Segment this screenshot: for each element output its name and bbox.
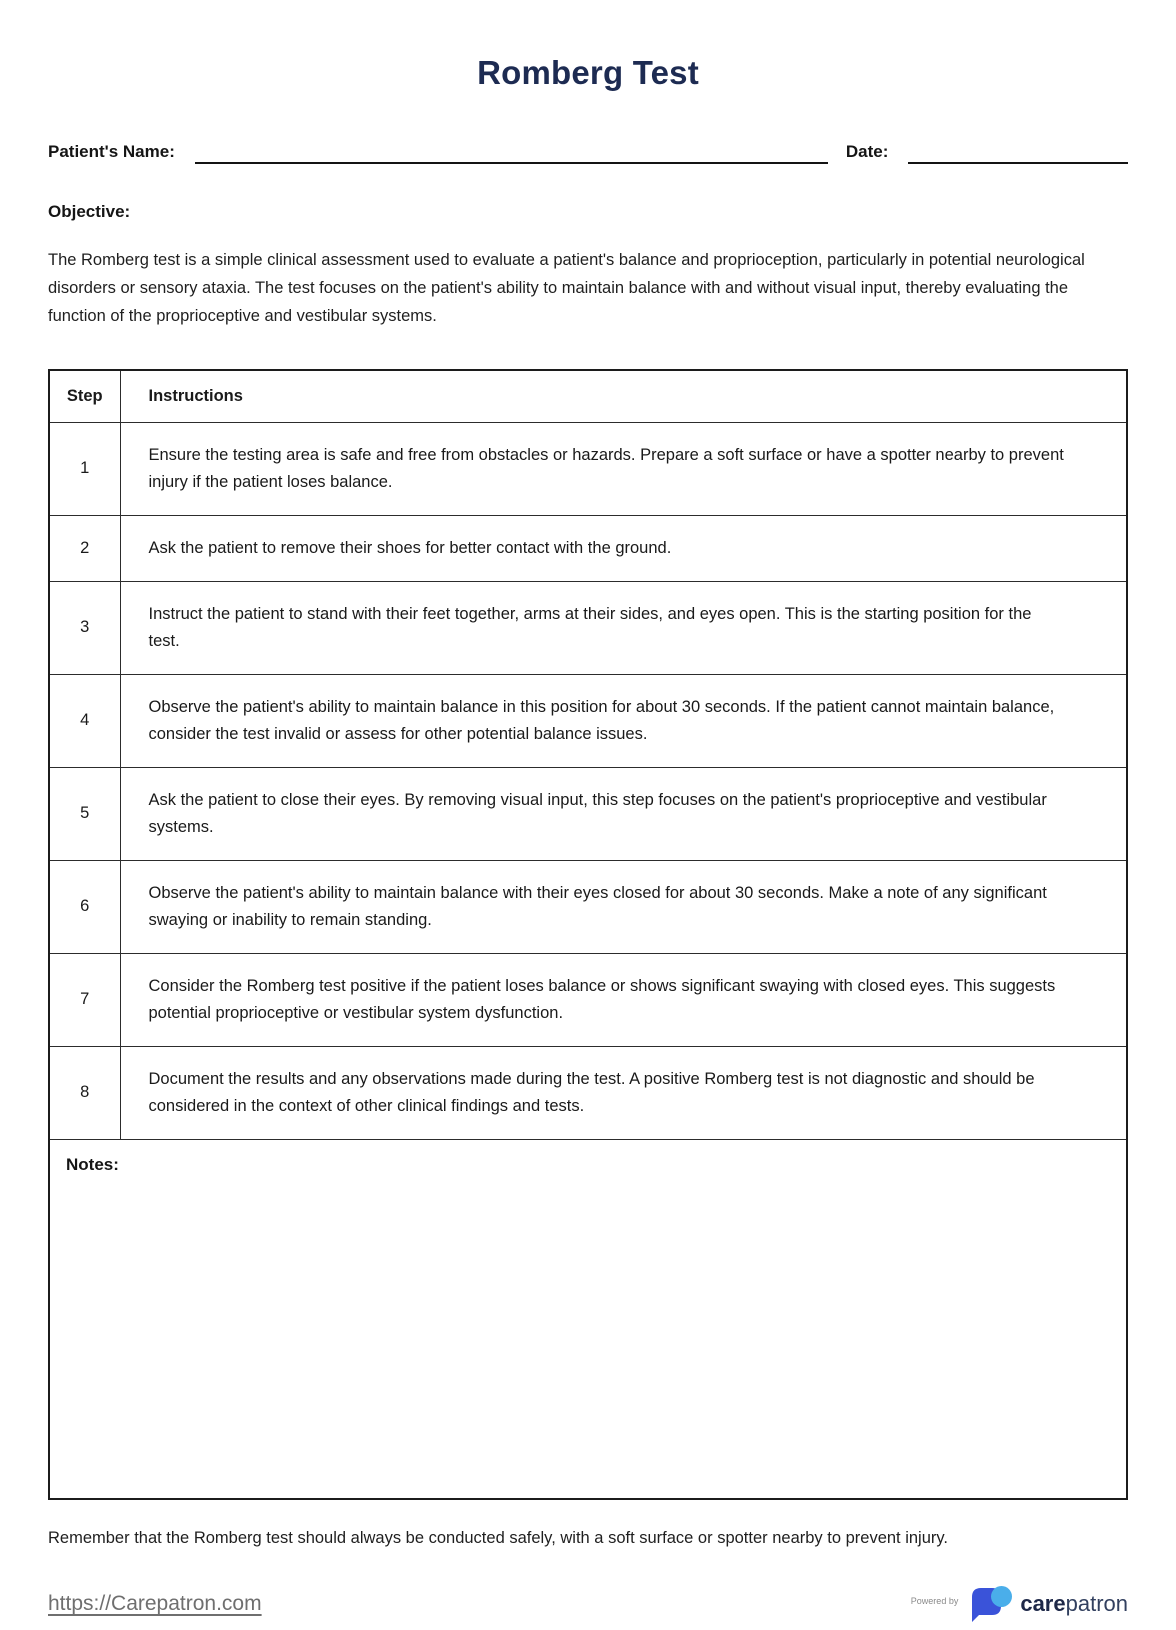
table-row: [49, 1046, 1127, 1139]
instructions-column-header: Instructions: [120, 370, 1127, 422]
carepatron-link[interactable]: https://Carepatron.com: [48, 1592, 262, 1615]
step-number: 8: [49, 1046, 120, 1139]
instruction-text: Ask the patient to close their eyes. By removing visual input, this step focuses on the patient's proprioceptive and vestibular systems.: [120, 767, 1127, 860]
step-number: 4: [49, 674, 120, 767]
table-row: [49, 581, 1127, 674]
objective-paragraph: The Romberg test is a simple clinical assessment used to evaluate a patient's balance and proprioception, particularly in potential neurological disorders or sensory ataxia. The test focuses on the patient's ability to maintain balance with and without visual input, thereby evaluating the function of the proprioceptive and vestibular systems.: [48, 251, 1085, 325]
step-number: 7: [49, 953, 120, 1046]
powered-by-label: Powered by: [910, 1596, 959, 1606]
table-row: [49, 767, 1127, 860]
notes-row: [49, 1139, 1127, 1499]
instruction-text: Document the results and any observations made during the test. A positive Romberg test is not diagnostic and should be considered in the context of other clinical findings and tests.: [120, 1046, 1127, 1139]
carepatron-logo-icon: [968, 1584, 1014, 1624]
page-title: Romberg Test: [477, 54, 699, 91]
notes-field[interactable]: [49, 1139, 1127, 1499]
footer: [48, 1584, 1128, 1624]
table-header-row: [49, 370, 1127, 422]
instruction-text: Instruct the patient to stand with their feet together, arms at their sides, and eyes open. This is the starting position for the test.: [120, 581, 1127, 674]
objective-heading: Objective:: [48, 202, 131, 221]
brand-patron: patron: [1065, 1591, 1128, 1616]
patient-name-field[interactable]: [195, 142, 828, 164]
table-row: [49, 515, 1127, 581]
instruction-text: Ask the patient to remove their shoes for better contact with the ground.: [120, 515, 1127, 581]
table-row: [49, 860, 1127, 953]
patient-date-row: [48, 142, 1128, 164]
instruction-text: Observe the patient's ability to maintain balance in this position for about 30 seconds. If the patient cannot maintain balance, consider the test invalid or assess for other potential balance issues.: [120, 674, 1127, 767]
instructions-table: [48, 369, 1128, 1500]
step-number: 3: [49, 581, 120, 674]
step-number: 6: [49, 860, 120, 953]
table-row: [49, 674, 1127, 767]
step-number: 1: [49, 422, 120, 515]
table-row: [49, 422, 1127, 515]
instruction-text: Ensure the testing area is safe and free from obstacles or hazards. Prepare a soft surface or have a spotter nearby to prevent injury if the patient loses balance.: [120, 422, 1127, 515]
step-number: 5: [49, 767, 120, 860]
branding: [911, 1584, 1128, 1624]
notes-label: Notes:: [66, 1154, 119, 1174]
date-label: Date:: [845, 142, 889, 161]
instruction-text: Consider the Romberg test positive if the patient loses balance or shows significant swaying with closed eyes. This suggests potential proprioceptive or vestibular system dysfunction.: [120, 953, 1127, 1046]
date-field[interactable]: [908, 142, 1128, 164]
table-row: [49, 953, 1127, 1046]
step-number: 2: [49, 515, 120, 581]
brand-wordmark: [1020, 1591, 1128, 1617]
instruction-text: Observe the patient's ability to maintain balance with their eyes closed for about 30 seconds. Make a note of any significant swaying or inability to remain standing.: [120, 860, 1127, 953]
brand-care: care: [1020, 1591, 1066, 1616]
safety-reminder-text: Remember that the Romberg test should always be conducted safely, with a soft surface or spotter nearby to prevent injury.: [48, 1529, 949, 1547]
step-column-header: Step: [49, 370, 120, 422]
patient-name-label: Patient's Name:: [48, 142, 175, 161]
